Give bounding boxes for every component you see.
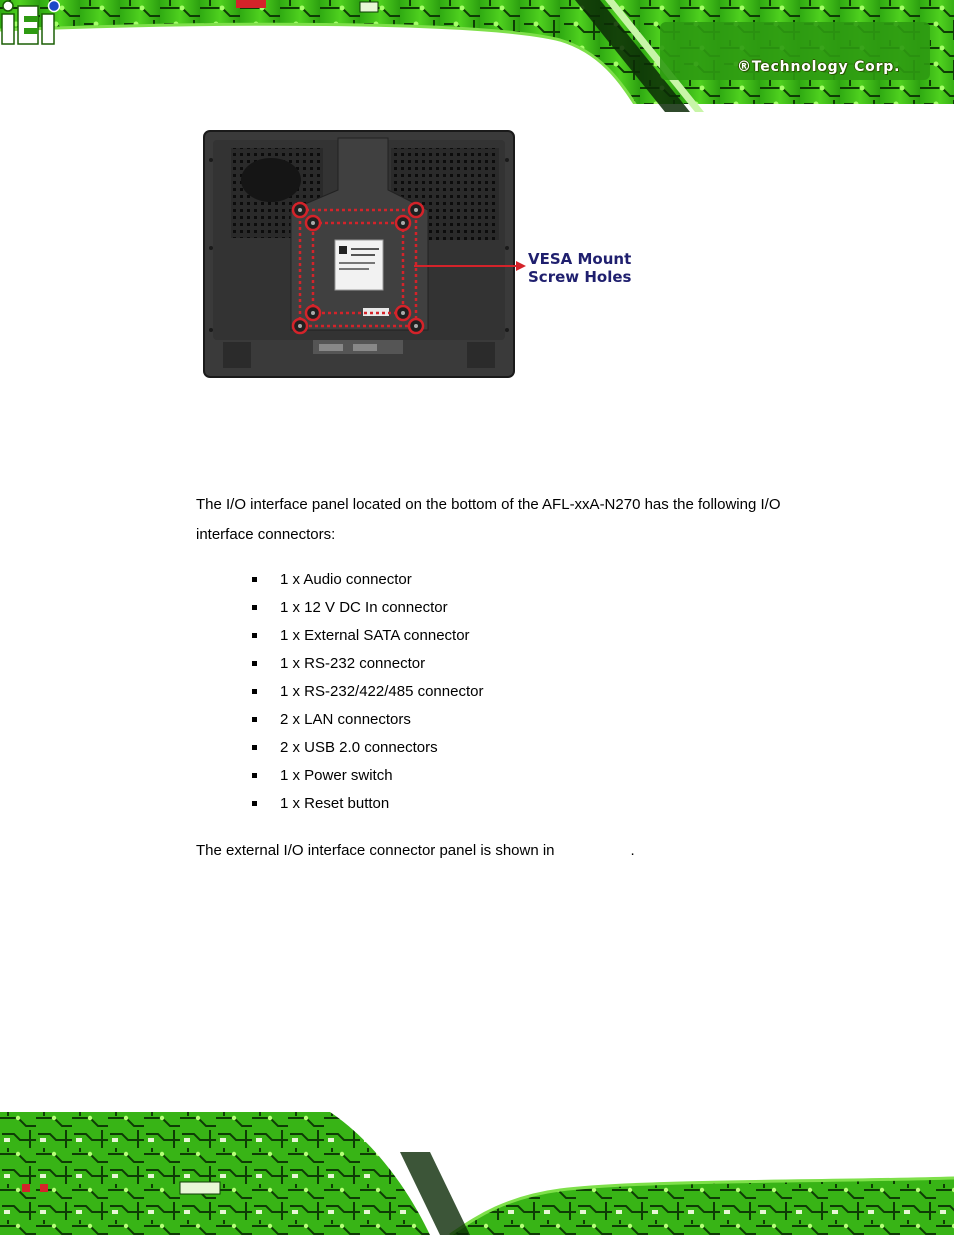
closing-text: The external I/O interface connector panel is shown in [196, 842, 555, 859]
iei-logo-icon [0, 0, 60, 46]
callout-line-2: Screw Holes [528, 268, 632, 286]
list-item-text: 1 x External SATA connector [280, 627, 470, 644]
intro-paragraph: The I/O interface panel located on the bottom of the AFL-xxA-N270 has the following I/O interface connectors: [196, 496, 781, 543]
list-item [252, 706, 483, 734]
list-item [252, 594, 483, 622]
bullet-square-icon [252, 605, 257, 610]
page-header-banner [0, 0, 954, 112]
bullet-square-icon [252, 745, 257, 750]
bullet-square-icon [252, 773, 257, 778]
brand-tagline: ®Technology Corp. [737, 59, 901, 75]
bullet-square-icon [252, 577, 257, 582]
list-item-text: 1 x RS-232/422/485 connector [280, 683, 484, 700]
list-item-text: 2 x LAN connectors [280, 711, 411, 728]
list-item [252, 678, 483, 706]
circuit-board-footer-graphic [0, 1112, 954, 1235]
closing-period: . [630, 842, 635, 859]
list-item [252, 566, 483, 594]
list-item-text: 1 x Reset button [280, 795, 390, 812]
list-item-text: 1 x RS-232 connector [280, 655, 426, 672]
bullet-square-icon [252, 633, 257, 638]
connector-list [252, 566, 483, 818]
bullet-square-icon [252, 801, 257, 806]
callout-line-1: VESA Mount [528, 250, 632, 268]
list-item [252, 790, 483, 818]
list-item [252, 622, 483, 650]
bullet-square-icon [252, 717, 257, 722]
bullet-square-icon [252, 661, 257, 666]
monitor-rear-illustration [203, 130, 515, 378]
circuit-board-header-graphic [0, 0, 954, 112]
list-item [252, 762, 483, 790]
vesa-callout-label [528, 250, 631, 286]
closing-paragraph [196, 836, 836, 866]
list-item-text: 2 x USB 2.0 connectors [280, 739, 438, 756]
list-item [252, 650, 483, 678]
callout-arrow-icon [412, 256, 528, 276]
bullet-square-icon [252, 689, 257, 694]
list-item-text: 1 x Power switch [280, 767, 393, 784]
list-item-text: 1 x Audio connector [280, 571, 412, 588]
page-footer-banner [0, 1112, 954, 1235]
monitor-rear-photo [203, 130, 515, 378]
list-item-text: 1 x 12 V DC In connector [280, 599, 448, 616]
list-item [252, 734, 483, 762]
